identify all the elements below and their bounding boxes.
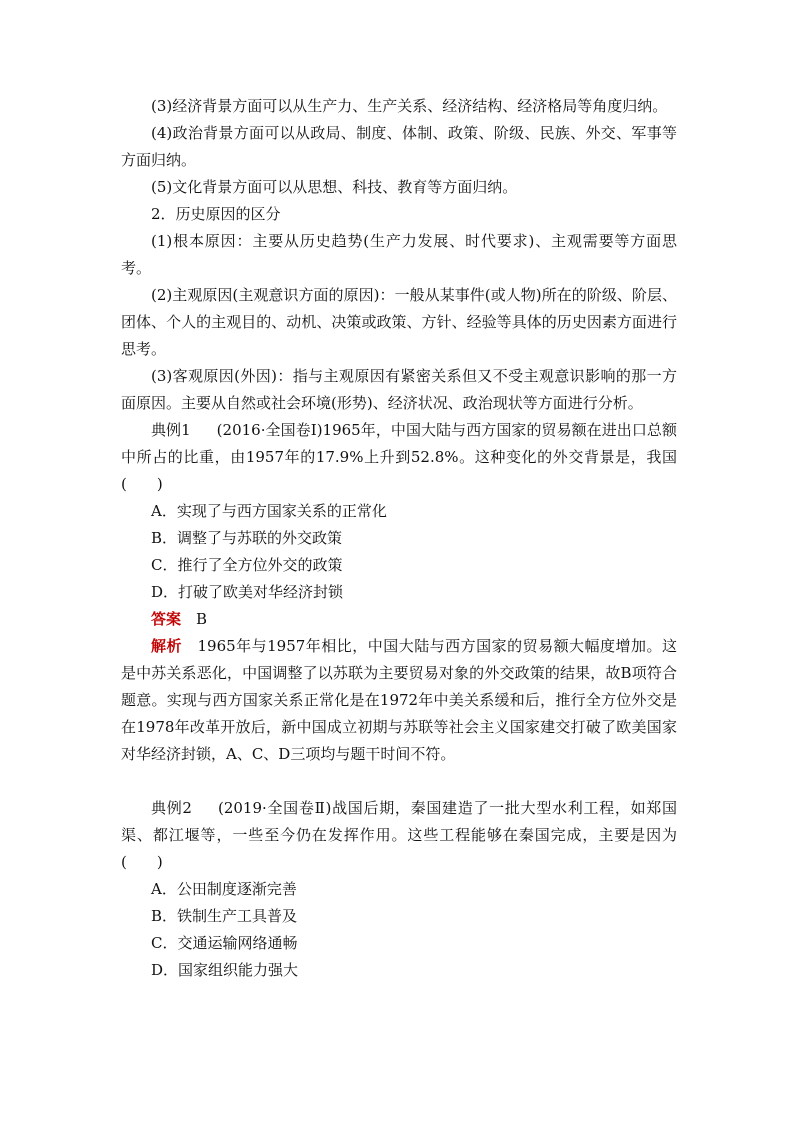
cultural-background-item: (5)文化背景方面可以从思想、科技、教育等方面归纳。 [151,178,518,196]
example-1-answer [121,606,677,633]
objective-cause-item: (3)客观原因(外因)：指与主观原因有紧密关系但又不受主观意识影响的那一方面原因。主要从自然或社会环境(形势)、经济状况、政治现状等方面进行分析。 [121,367,677,412]
document-page [121,93,677,984]
analysis-text: 1965年与1957年相比，中国大陆与西方国家的贸易额大幅度增加。这是中苏关系恶化，中国调整了以苏联为主要贸易对象的外交政策的结果，故B项符合题意。实现与西方国家关系正常化是在1972年中美关系缓和后，推行全方位外交是在1978年改革开放后，新中国成立初期与苏联等社会主义国家建交打破了欧美国家对华经济封锁，A、C、D三项均与题干时间不符。 [121,637,677,763]
section-heading: 2．历史原因的区分 [151,205,281,223]
example-2-stem: 战国后期，秦国建造了一批大型水利工程，如郑国渠、都江堰等，一些至今仍在发挥作用。这些工程能够在秦国完成，主要是因为( ) [121,799,678,871]
example-1-option-b: B．调整了与苏联的外交政策 [151,529,343,547]
answer-label: 答案 [151,610,182,628]
example-1-source: (2016·全国卷Ⅰ) [216,421,323,439]
example-2-option-d: D．国家组织能力强大 [151,961,299,979]
example-1-question [121,417,677,498]
example-1-analysis [121,633,677,768]
example-1-stem: 1965年，中国大陆与西方国家的贸易额在进出口总额中所占的比重，由1957年的17.9%上升到52.8%。这种变化的外交背景是，我国( ) [121,421,677,493]
example-1-option-a: A．实现了与西方国家关系的正常化 [151,502,387,520]
example-2-question [121,795,677,876]
subjective-cause-item: (2)主观原因(主观意识方面的原因)：一般从某事件(或人物)所在的阶级、阶层、团体、个人的主观目的、动机、决策或政策、方针、经验等具体的历史因素方面进行思考。 [121,286,677,358]
example-2-source: (2019·全国卷Ⅱ) [217,799,332,817]
analysis-label: 解析 [151,637,182,655]
root-cause-item: (1)根本原因：主要从历史趋势(生产力发展、时代要求)、主观需要等方面思考。 [121,232,677,277]
answer-value: B [196,610,208,628]
spacer [121,768,677,795]
political-background-item: (4)政治背景方面可以从政局、制度、体制、政策、阶级、民族、外交、军事等方面归纳。 [121,124,677,169]
example-1-option-c: C．推行了全方位外交的政策 [151,556,343,574]
example-1-option-d: D．打破了欧美对华经济封锁 [151,583,344,601]
example-1-label: 典例1 [151,421,191,439]
example-2-label: 典例2 [151,799,192,817]
example-2-option-c: C．交通运输网络通畅 [151,934,298,952]
example-2-option-b: B．铁制生产工具普及 [151,907,298,925]
economic-background-item: (3)经济背景方面可以从生产力、生产关系、经济结构、经济格局等角度归纳。 [151,97,668,115]
example-2-option-a: A．公田制度逐渐完善 [151,880,297,898]
